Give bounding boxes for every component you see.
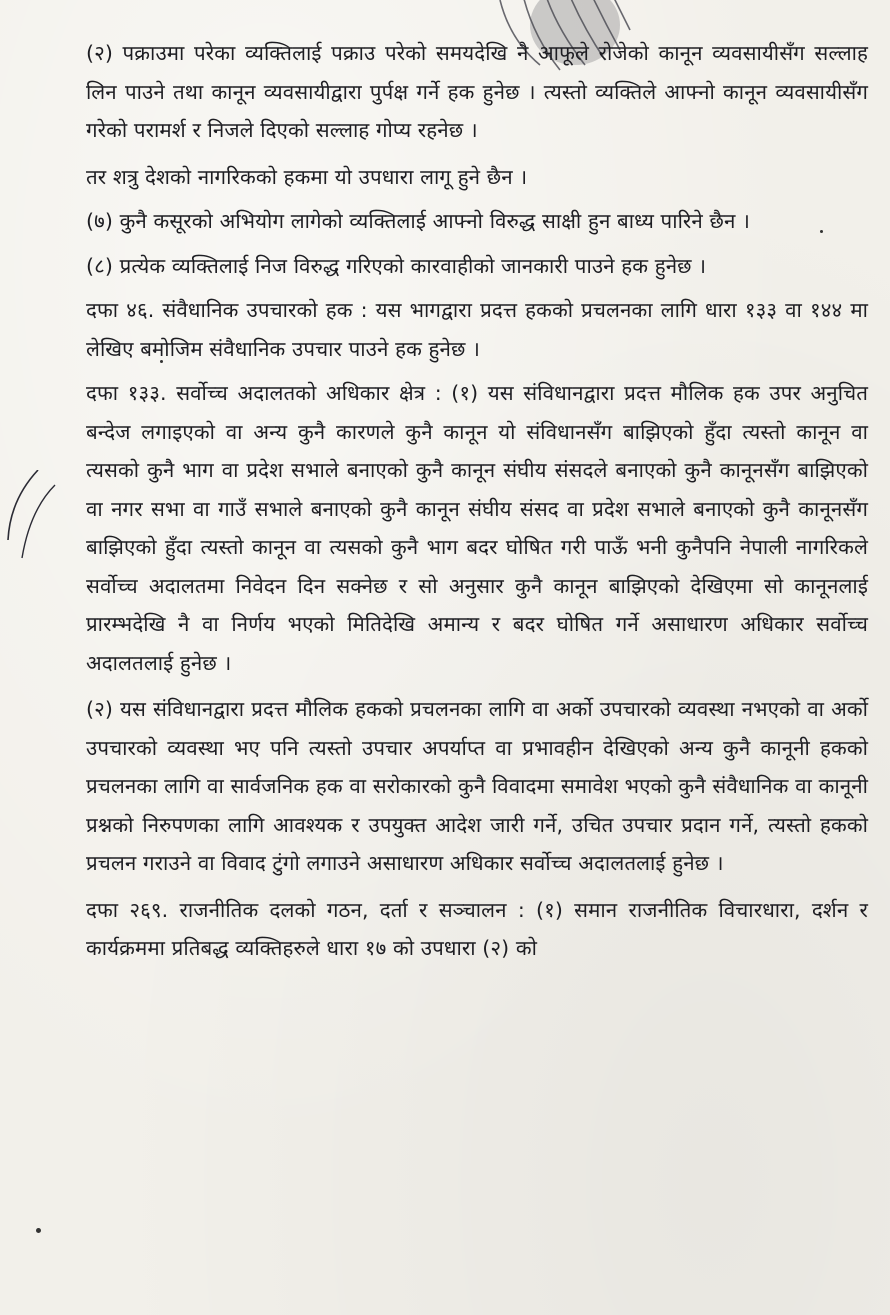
paragraph-proviso: तर शत्रु देशको नागरिकको हकमा यो उपधारा लागू हुने छैन । [86,164,528,189]
paragraph-section-133-sub-2: (२) यस संविधानद्वारा प्रदत्त मौलिक हकको प्रचलनका लागि वा अर्को उपचारको व्यवस्था नभएको वा अर्को उपचारको व्यवस्था भए पनि त्यस्तो उपचार अपर्याप्त वा प्रभावहीन देखिएको अन्य कुनै कानूनी हकको प्रचलनका लागि वा सार्वजनिक हक वा सरोकारको कुनै विवादमा समावेश भएको कुनै संवैधानिक वा कानूनी प्रश्नको निरुपणका लागि आवश्यक र उपयुक्त आदेश जारी गर्ने, उचित उपचार प्रदान गर्ने, त्यस्तो हकको प्रचलन गराउने वा विवाद टुंगो लगाउने असाधारण अधिकार सर्वोच्च अदालतलाई हुनेछ । [86,697,868,875]
paragraph-subsection-6: (२) पक्राउमा परेका व्यक्तिलाई पक्राउ परेको समयदेखि नै आफूले रोजेको कानून व्यवसायीसँग सल्लाह लिन पाउने तथा कानून व्यवसायीद्वारा पुर्पक्ष गर्ने हक हुनेछ । त्यस्तो व्यक्तिले आफ्नो कानून व्यवसायीसँग गरेको परामर्श र निजले दिएको सल्लाह गोप्य रहनेछ । [86,41,868,142]
document-body [86,34,868,976]
paragraph-section-269: दफा २६९. राजनीतिक दलको गठन, दर्ता र सञ्चालन : (१) समान राजनीतिक विचारधारा, दर्शन र कार्यक्रममा प्रतिबद्ध व्यक्तिहरुले धारा १७ को उपधारा (२) को [86,897,868,960]
pen-margin-mark-icon [0,470,60,560]
paragraph-section-46: दफा ४६. संवैधानिक उपचारको हक : यस भागद्वारा प्रदत्त हकको प्रचलनका लागि धारा १३३ वा १४४ मा लेखिए बमोजिम संवैधानिक उपचार पाउने हक हुनेछ । [86,298,868,361]
paragraph-subsection-7: (७) कुनै कसूरको अभियोग लागेको व्यक्तिलाई आफ्नो विरुद्ध साक्षी हुन बाध्य पारिने छैन । [86,209,750,233]
paragraph-section-133: दफा १३३. सर्वोच्च अदालतको अधिकार क्षेत्र : (१) यस संविधानद्वारा प्रदत्त मौलिक हक उपर अनुचित बन्देज लगाइएको वा अन्य कुनै कारणले कुनै कानून यो संविधानसँग बाझिएको हुँदा त्यस्तो कानून वा त्यसको कुनै भाग वा प्रदेश सभाले बनाएको कुनै कानून संघीय संसदले बनाएको कुनै कानूनसँग बाझिएको वा नगर सभा वा गाउँ सभाले बनाएको कुनै कानून संघीय संसद वा प्रदेश सभाले बनाएको कुनै कानूनसँग बाझिएको हुँदा त्यस्तो कानून वा त्यसको कुनै भाग बदर घोषित गरी पाऊँ भनी कुनैपनि नेपाली नागरिकले सर्वोच्च अदालतमा निवेदन दिन सक्नेछ र सो अनुसार कुनै कानून बाझिएको देखिएमा सो कानूनलाई प्रारम्भदेखि नै वा निर्णय भएको मितिदेखि अमान्य र बदर घोषित गर्ने असाधारण अधिकार सर्वोच्च अदालतलाई हुनेछ । [86,381,868,675]
paragraph-subsection-8: (८) प्रत्येक व्यक्तिलाई निज विरुद्ध गरिएको कारवाहीको जानकारी पाउने हक हुनेछ । [86,253,707,278]
ink-speck [36,1228,41,1233]
